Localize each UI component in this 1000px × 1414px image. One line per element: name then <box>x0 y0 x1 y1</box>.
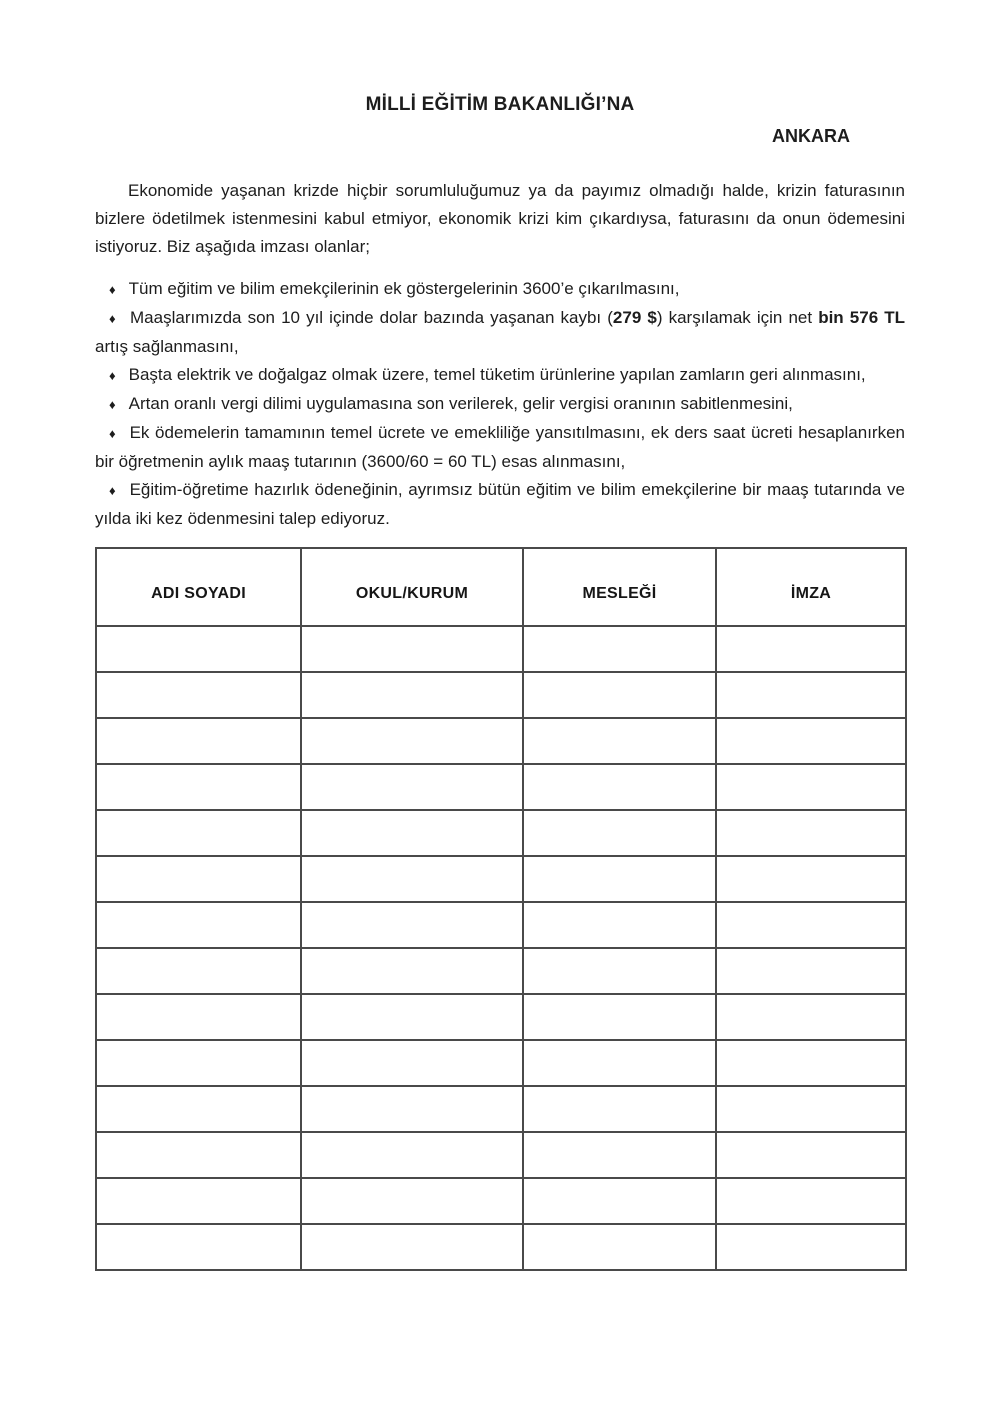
signature-cell <box>301 1224 523 1270</box>
demand-item <box>95 304 905 361</box>
signature-cell <box>301 672 523 718</box>
signature-cell <box>523 1040 716 1086</box>
signature-cell <box>301 994 523 1040</box>
signature-cell <box>716 764 906 810</box>
signature-cell <box>96 902 301 948</box>
signature-cell <box>96 1132 301 1178</box>
signature-cell <box>301 810 523 856</box>
signature-cell <box>96 672 301 718</box>
signature-cell <box>301 856 523 902</box>
demand-item-text: ) karşılamak için net <box>656 308 819 327</box>
signature-cell <box>523 1178 716 1224</box>
signature-cell <box>301 1178 523 1224</box>
signature-cell <box>96 994 301 1040</box>
signature-cell <box>96 764 301 810</box>
signature-row <box>96 718 906 764</box>
signature-row <box>96 810 906 856</box>
signature-cell <box>523 672 716 718</box>
demand-item-text: Artan oranlı vergi dilimi uygulamasına son verilerek, gelir vergisi oranının sabitlenmesini, <box>128 394 793 413</box>
signature-cell <box>523 856 716 902</box>
signature-cell <box>716 672 906 718</box>
signature-row <box>96 856 906 902</box>
signature-row <box>96 1132 906 1178</box>
signature-table <box>95 547 907 1271</box>
column-header-adi-soyadi: ADI SOYADI <box>96 548 301 626</box>
diamond-bullet-icon: ♦ <box>109 282 116 297</box>
signature-cell <box>96 626 301 672</box>
demand-item-text: Maaşlarımızda son 10 yıl içinde dolar bazında yaşanan kaybı ( <box>130 308 613 327</box>
intro-paragraph: Ekonomide yaşanan krizde hiçbir sorumluluğumuz ya da payımız olmadığı halde, krizin faturasının bizlere ödetilmek istenmesini kabul etmiyor, ekonomik krizi kim çıkardıysa, faturasını da onun ödemesini istiyoruz. Biz aşağıda imzası olanlar; <box>95 181 905 256</box>
signature-cell <box>96 1040 301 1086</box>
demand-item <box>95 390 905 419</box>
signature-cell <box>716 994 906 1040</box>
signature-cell <box>96 1224 301 1270</box>
signature-row <box>96 902 906 948</box>
signature-cell <box>301 626 523 672</box>
signature-cell <box>301 718 523 764</box>
signature-row <box>96 1178 906 1224</box>
demand-item <box>95 419 905 476</box>
demand-item-text: Başta elektrik ve doğalgaz olmak üzere, temel tüketim ürünlerine yapılan zamların geri alınmasını, <box>128 365 866 384</box>
signature-cell <box>523 764 716 810</box>
diamond-bullet-icon: ♦ <box>109 426 117 441</box>
signature-cell <box>523 994 716 1040</box>
signature-cell <box>96 948 301 994</box>
demand-item-text: Eğitim-öğretime hazırlık ödeneğinin, ayrımsız bütün eğitim ve bilim emekçilerine bir maaş tutarında ve yılda iki kez ödenmesini talep ediyoruz. <box>95 480 905 528</box>
demands-list <box>95 275 905 533</box>
signature-cell <box>301 1086 523 1132</box>
signature-cell <box>96 1086 301 1132</box>
signature-cell <box>301 764 523 810</box>
signature-cell <box>716 902 906 948</box>
signature-cell <box>523 1086 716 1132</box>
signature-cell <box>96 810 301 856</box>
signature-row <box>96 1224 906 1270</box>
signature-row <box>96 672 906 718</box>
signature-cell <box>716 1178 906 1224</box>
signature-cell <box>523 810 716 856</box>
signature-row <box>96 764 906 810</box>
signature-cell <box>523 1132 716 1178</box>
city-label: ANKARA <box>772 126 850 146</box>
signature-cell <box>523 718 716 764</box>
signature-cell <box>96 1178 301 1224</box>
signature-cell <box>301 1132 523 1178</box>
signature-table-body <box>96 626 906 1270</box>
page-title: MİLLİ EĞİTİM BAKANLIĞI’NA <box>365 94 635 115</box>
signature-row <box>96 948 906 994</box>
signature-cell <box>523 1224 716 1270</box>
signature-cell <box>716 1040 906 1086</box>
signature-cell <box>716 856 906 902</box>
signature-cell <box>301 1040 523 1086</box>
diamond-bullet-icon: ♦ <box>109 483 117 498</box>
demand-item-text-bold: 279 $ <box>612 308 657 327</box>
signature-cell <box>716 718 906 764</box>
signature-row <box>96 1086 906 1132</box>
signature-cell <box>716 1132 906 1178</box>
signature-cell <box>523 902 716 948</box>
signature-cell <box>96 718 301 764</box>
signature-cell <box>523 626 716 672</box>
demand-item-text: Tüm eğitim ve bilim emekçilerinin ek göstergelerinin 3600’e çıkarılmasını, <box>128 279 680 298</box>
column-header-imza: İMZA <box>716 548 906 626</box>
signature-cell <box>301 902 523 948</box>
demand-item-text-bold: bin 576 TL <box>818 308 906 327</box>
signature-cell <box>716 626 906 672</box>
signature-cell <box>716 1224 906 1270</box>
signature-cell <box>96 856 301 902</box>
demand-item <box>95 361 905 390</box>
column-header-okul-kurum: OKUL/KURUM <box>301 548 523 626</box>
signature-cell <box>301 948 523 994</box>
signature-row <box>96 626 906 672</box>
signature-table-header-row <box>96 548 906 626</box>
diamond-bullet-icon: ♦ <box>109 368 116 383</box>
signature-cell <box>716 1086 906 1132</box>
diamond-bullet-icon: ♦ <box>109 311 118 326</box>
demand-item-text: Ek ödemelerin tamamının temel ücrete ve emekliliğe yansıtılmasını, ek ders saat ücreti hesaplanırken bir öğretmenin aylık maaş tutarının (3600/60 = 60 TL) esas alınmasını, <box>95 423 905 471</box>
demand-item <box>95 476 905 533</box>
signature-cell <box>716 948 906 994</box>
demand-item <box>95 275 905 304</box>
signature-cell <box>716 810 906 856</box>
signature-row <box>96 1040 906 1086</box>
signature-row <box>96 994 906 1040</box>
demand-item-text: artış sağlanmasını, <box>95 337 239 356</box>
column-header-meslegi: MESLEĞİ <box>523 548 716 626</box>
diamond-bullet-icon: ♦ <box>109 397 116 412</box>
signature-cell <box>523 948 716 994</box>
